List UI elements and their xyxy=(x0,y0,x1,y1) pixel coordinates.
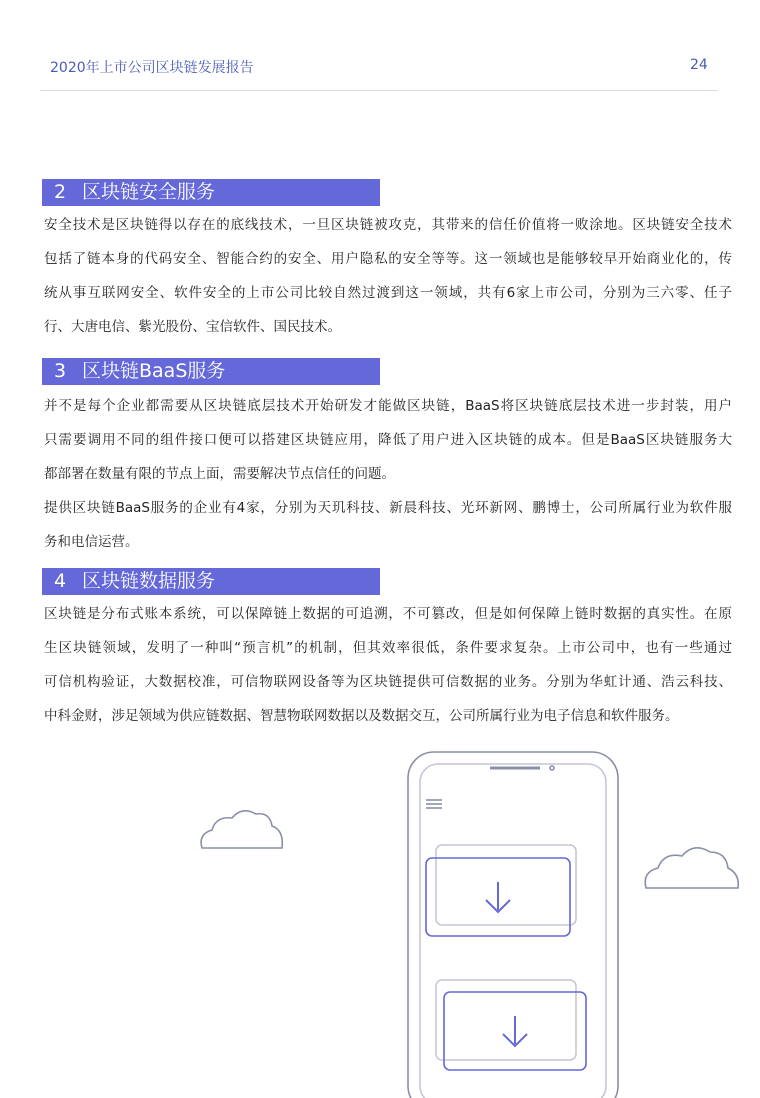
paragraph xyxy=(44,208,732,344)
report-title: 2020年上市公司区块链发展报告 xyxy=(50,60,254,76)
page-number: 24 xyxy=(690,57,708,73)
text-line: 区块链是分布式账本系统，可以保障链上数据的可追溯，不可篡改，但是如何保障上链时数据的真实性。在原 xyxy=(44,606,732,622)
cloud-right-icon xyxy=(645,848,738,888)
text-line: 只需要调用不同的组件接口便可以搭建区块链应用，降低了用户进入区块链的成本。但是BaaS区块链服务大 xyxy=(44,432,732,448)
text-line: 行、大唐电信、紫光股份、宝信软件、国民技术。 xyxy=(44,319,341,335)
section-heading-security xyxy=(42,179,380,206)
section-title: 区块链数据服务 xyxy=(82,570,216,592)
text-line: 统从事互联网安全、软件安全的上市公司比较自然过渡到这一领域，共有6家上市公司，分别为三六零、任子 xyxy=(44,285,732,301)
section-number: 4 xyxy=(54,570,67,592)
text-line: 务和电信运营。 xyxy=(44,534,139,550)
text-line: 都部署在数量有限的节点上面，需要解决节点信任的问题。 xyxy=(44,466,395,482)
section-title: 区块链安全服务 xyxy=(82,181,216,203)
section-heading-baas xyxy=(42,358,380,385)
download-arrow-icon xyxy=(503,1016,527,1046)
text-line: 生区块链领域，发明了一种叫“预言机”的机制，但其效率很低，条件要求复杂。上市公司中，也有一些通过 xyxy=(44,640,732,656)
section-heading-data xyxy=(42,568,380,595)
cloud-left-icon xyxy=(201,811,282,848)
paragraph xyxy=(44,597,732,733)
text-line: 提供区块链BaaS服务的企业有4家，分别为天玑科技、新晨科技、光环新网、鹏博士，公司所属行业为软件服 xyxy=(44,500,732,516)
text-line: 可信机构验证，大数据校准，可信物联网设备等为区块链提供可信数据的业务。分别为华虹计通、浩云科技、 xyxy=(44,674,732,690)
phone-illustration xyxy=(0,740,760,1098)
section-title: 区块链BaaS服务 xyxy=(82,360,226,382)
section-number: 3 xyxy=(54,360,67,382)
header-divider xyxy=(40,90,718,91)
paragraph xyxy=(44,389,732,491)
text-line: 中科金财，涉足领域为供应链数据、智慧物联网数据以及数据交互，公司所属行业为电子信息和软件服务。 xyxy=(44,708,679,724)
paragraph xyxy=(44,491,732,559)
section-number: 2 xyxy=(54,181,67,203)
download-arrow-icon xyxy=(486,882,510,912)
text-line: 安全技术是区块链得以存在的底线技术，一旦区块链被攻克，其带来的信任价值将一败涂地。区块链安全技术 xyxy=(44,217,732,233)
text-line: 并不是每个企业都需要从区块链底层技术开始研发才能做区块链，BaaS将区块链底层技术进一步封装，用户 xyxy=(44,398,732,414)
text-line: 包括了链本身的代码安全、智能合约的安全、用户隐私的安全等等。这一领域也是能够较早开始商业化的，传 xyxy=(44,251,732,267)
